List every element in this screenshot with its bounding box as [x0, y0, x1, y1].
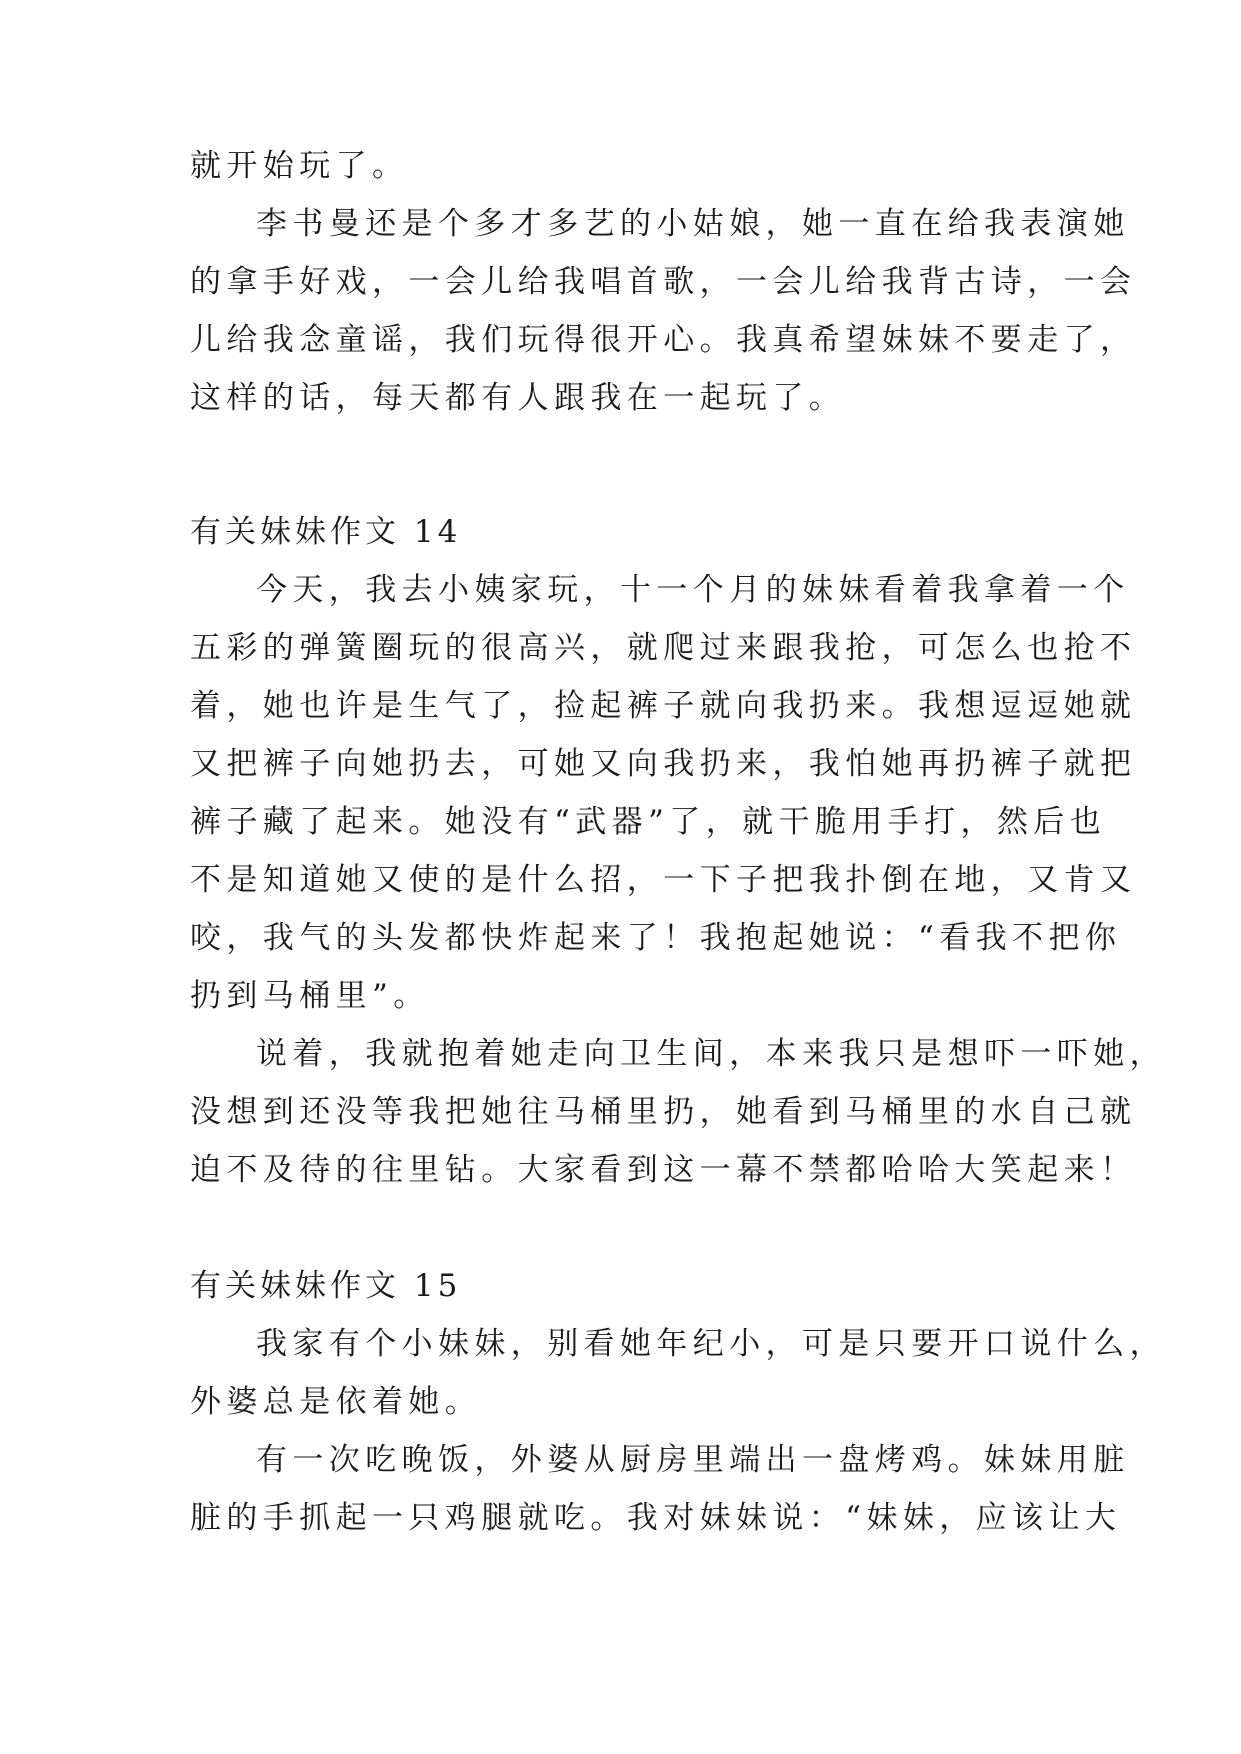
- paragraph-line: 的拿手好戏，一会儿给我唱首歌，一会儿给我背古诗，一会: [190, 264, 1137, 300]
- paragraph-line: 扔到马桶里”。: [190, 978, 430, 1014]
- paragraph-line: 有一次吃晚饭，外婆从厨房里端出一盘烤鸡。妹妹用脏: [256, 1442, 1130, 1478]
- paragraph-line: 五彩的弹簧圈玩的很高兴，就爬过来跟我抢，可怎么也抢不: [190, 630, 1137, 666]
- paragraph-line: 就开始玩了。: [190, 148, 409, 184]
- paragraph-line: 裤子藏了起来。她没有“武器”了，就干脆用手打，然后也: [190, 804, 1107, 840]
- paragraph-line: 脏的手抓起一只鸡腿就吃。我对妹妹说：“妹妹，应该让大: [190, 1500, 1122, 1536]
- section-heading: 有关妹妹作文 15: [190, 1268, 462, 1304]
- paragraph-line: 说着，我就抱着她走向卫生间，本来我只是想吓一吓她，: [256, 1036, 1166, 1072]
- section-heading: 有关妹妹作文 14: [190, 514, 462, 550]
- paragraph-line: 儿给我念童谣，我们玩得很开心。我真希望妹妹不要走了，: [190, 322, 1137, 358]
- paragraph-line: 没想到还没等我把她往马桶里扔，她看到马桶里的水自己就: [190, 1094, 1137, 1130]
- paragraph-line: 迫不及待的往里钻。大家看到这一幕不禁都哈哈大笑起来！: [190, 1152, 1137, 1188]
- paragraph-line: 不是知道她又使的是什么招，一下子把我扑倒在地，又肯又: [190, 862, 1137, 898]
- paragraph-line: 今天，我去小姨家玩，十一个月的妹妹看着我拿着一个: [256, 572, 1130, 608]
- paragraph-line: 又把裤子向她扔去，可她又向我扔来，我怕她再扔裤子就把: [190, 746, 1137, 782]
- paragraph-line: 着，她也许是生气了，捡起裤子就向我扔来。我想逗逗她就: [190, 688, 1137, 724]
- paragraph-line: 咬，我气的头发都快炸起来了！我抱起她说：“看我不把你: [190, 920, 1122, 956]
- paragraph-line: 外婆总是依着她。: [190, 1384, 482, 1420]
- paragraph-line: 我家有个小妹妹，别看她年纪小，可是只要开口说什么，: [256, 1326, 1166, 1362]
- paragraph-line: 这样的话，每天都有人跟我在一起玩了。: [190, 380, 846, 416]
- paragraph-line: 李书曼还是个多才多艺的小姑娘，她一直在给我表演她: [256, 206, 1130, 242]
